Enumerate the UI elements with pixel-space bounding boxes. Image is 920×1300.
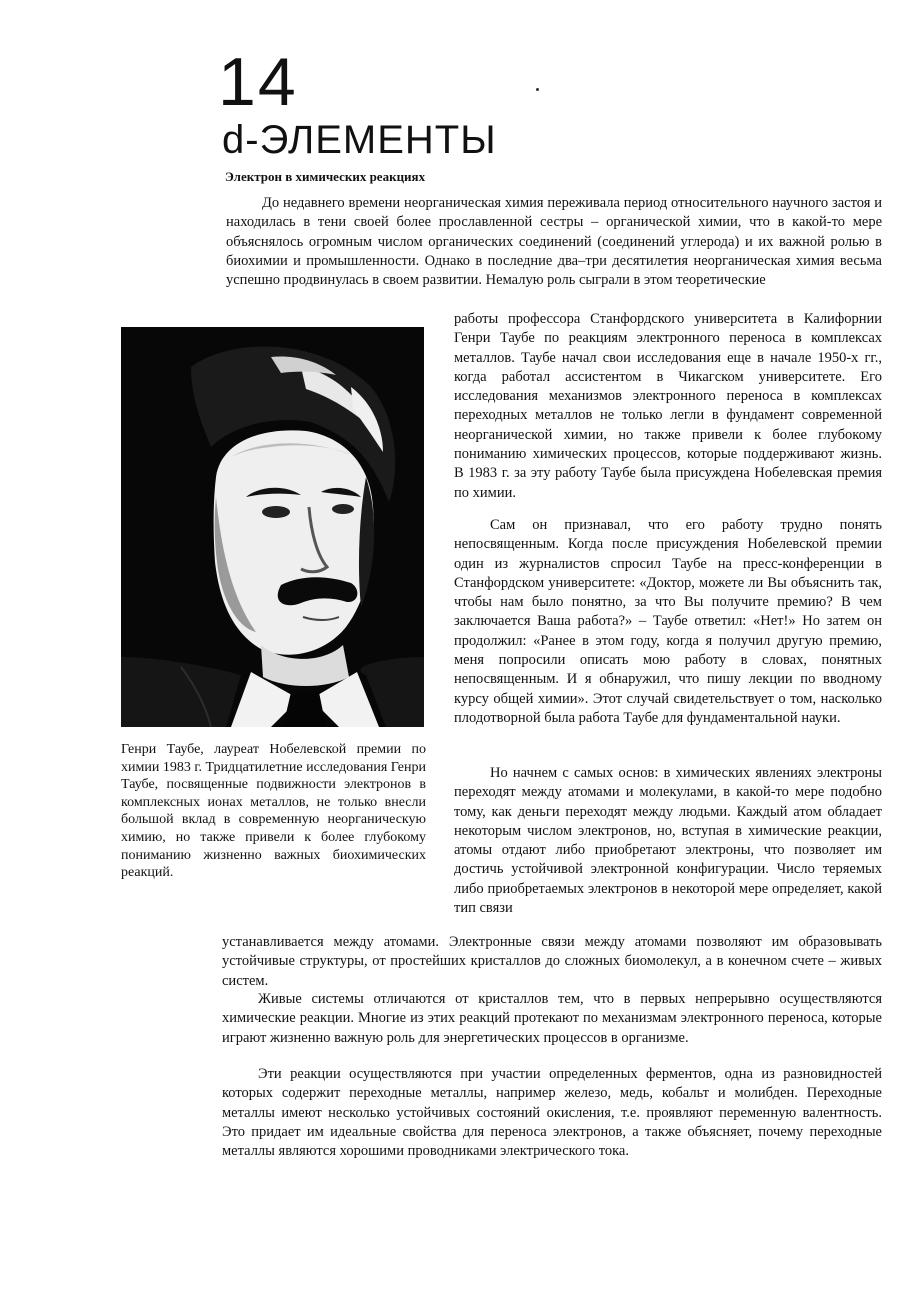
paragraph-electrons: Но начнем с самых основ: в химических явлениях электроны переходят между атомами и молекулами, в какой-то мере подобно тому, как деньги переходят между людьми. Каждый атом обладает некоторым числом электронов, но, вступая в химические реакции, атомы отдают либо приобретают электроны, что позволяет им достичь устойчивой электронной конфигурации. Число теряемых либо приобретаемых электронов в некоторой мере определяет, какой тип связи — [454, 765, 882, 917]
paragraph-enzymes: Эти реакции осуществляются при участии определенных ферментов, одна из разновидностей которых содержит переходные металлы, например железо, медь, кобальт и молибден. Переходные металлы имеют несколько устойчивых состояний окисления, т.е. проявляют переменную валентность. Это придает им идеальные свойства для переноса электронов, а также объясняет, почему переходные металлы являются хорошими проводниками электрического тока. — [222, 1066, 882, 1160]
paragraph-living-systems: Живые системы отличаются от кристаллов тем, что в первых непрерывно осуществляются химические реакции. Многие из этих реакций протекают по механизмам электронного переноса, которые играют жизненно важную роль для энергетических процессов в организме. — [222, 991, 882, 1046]
paragraph-intro-continued: работы профессора Станфордского университета в Калифорнии Генри Таубе по реакциям электронного переноса в комплексах металлов. Таубе начал свои исследования еще в начале 1950-х гг., когда работал ассистентом в Чикагском университете. Его исследования механизмов электронного переноса в комплексах переходных металлов не только легли в фундамент современной неорганической химии, но также привели к более глубокому пониманию химических процессов, которые поддерживают жизнь. В 1983 г. за эту работу Таубе была присуждена Нобелевская премия по химии. — [454, 311, 882, 501]
paragraph-intro: До недавнего времени неорганическая химия переживала период относительного научного застоя и находилась в тени своей более прославленной сестры – органической химии, что в какой-то мере объяснялось огромным числом органических соединений (соединений углерода) и их важной ролью в биохимии и промышленности. Однако в последние два–три десятилетия неорганическая химия весьма успешно продвинулась в своем развитии. Немалую роль сыграли в этом теоретические — [226, 195, 882, 289]
portrait-caption: Генри Таубе, лауреат Нобелевской премии по химии 1983 г. Тридцатилетние исследования Генри Таубе, посвященные подвижности электронов в комплексных ионах металлов, не только внесли большой вклад в современную неорганическую химию, но также привели к более глубокому пониманию жизненно важных биохимических реакций. — [121, 742, 426, 881]
speck-decoration — [536, 88, 539, 91]
paragraph-electrons-continued: устанавливается между атомами. Электронные связи между атомами позволяют им образовывать устойчивые структуры, от простейших кристаллов до сложных биомолекул, а в конечном счете – живых систем. — [222, 934, 882, 989]
chapter-title: d-ЭЛЕМЕНТЫ — [222, 118, 497, 162]
paragraph-taube-quote: Сам он признавал, что его работу трудно понять непосвященным. Когда после присуждения Нобелевской премии один из журналистов спросил Таубе на пресс-конференции в Станфордском университете: «Доктор, можете ли Вы объяснить так, чтобы нам было понятно, за что Вы получите премию? В чем заключается Ваша работа?» – Таубе ответил: «Нет!» Но затем он продолжил: «Ранее в этом году, когда я получил другую премию, меня попросили описать мою работу в словах, понятных непосвященным. И я обнаружил, что пишу лекции по вводному курсу общей химии». Этот случай свидетельствует о том, насколько плодотворной была работа Таубе для фундаментальной науки. — [454, 517, 882, 726]
section-title: Электрон в химических реакциях — [225, 169, 426, 184]
portrait-photo-icon — [121, 327, 424, 727]
chapter-number: 14 — [218, 44, 298, 120]
portrait-illustration — [121, 327, 424, 727]
